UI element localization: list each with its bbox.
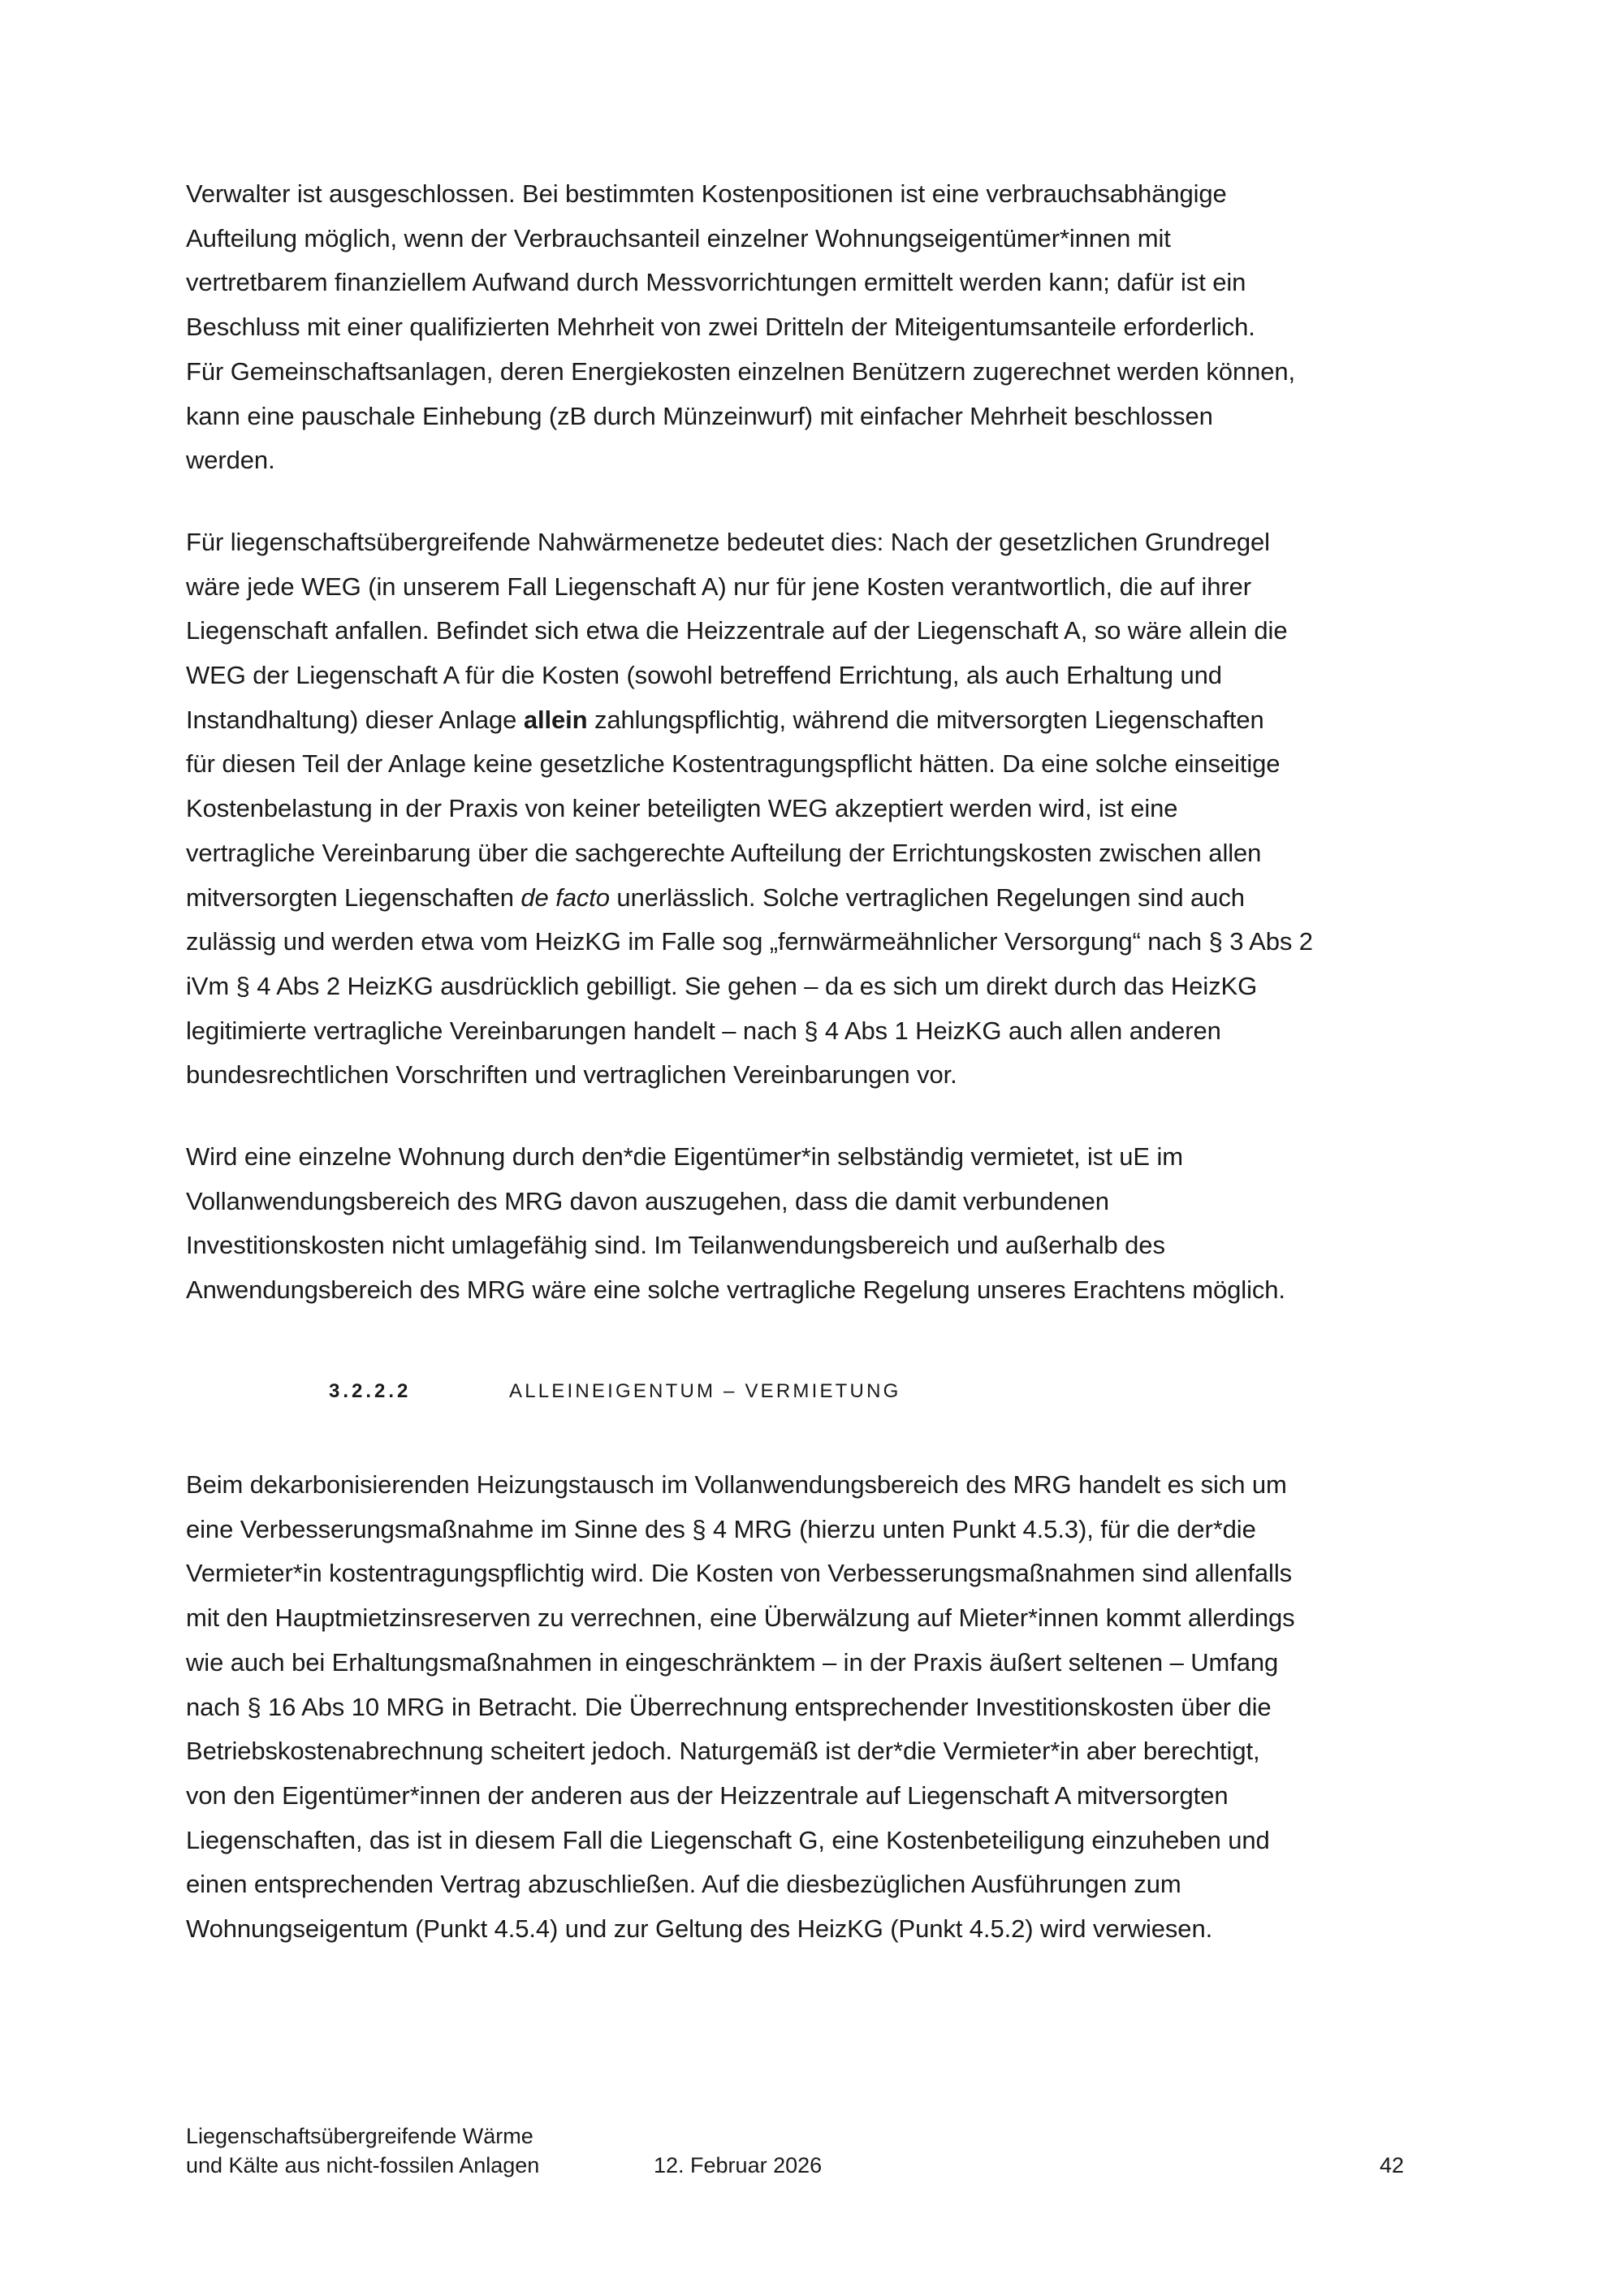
text-line: Kostenbelastung in der Praxis von keiner beteiligten WEG akzeptiert werden wird, ist eine: [186, 794, 1178, 823]
page-number: 42: [1380, 2153, 1405, 2177]
text-line: mit den Hauptmietzinsreserven zu verrechnen, eine Überwälzung auf Mieter*innen kommt allerdings: [186, 1603, 1295, 1633]
text-line: Liegenschaften, das ist in diesem Fall die Liegenschaft G, eine Kostenbeteiligung einzuheben und: [186, 1825, 1270, 1854]
text-line: bundesrechtlichen Vorschriften und vertraglichen Vereinbarungen vor.: [186, 1060, 957, 1090]
text-line: Vermieter*in kostentragungspflichtig wird. Die Kosten von Verbesserungsmaßnahmen sind allenfalls: [186, 1559, 1293, 1588]
paragraph: [186, 520, 1457, 1098]
paragraph: [186, 1135, 1457, 1313]
text-line: Aufteilung möglich, wenn der Verbrauchsanteil einzelner Wohnungseigentümer*innen mit: [186, 223, 1171, 252]
footer-document-title: [186, 2121, 539, 2180]
text-line: Betriebskostenabrechnung scheitert jedoch. Naturgemäß ist der*die Vermieter*in aber berechtigt,: [186, 1737, 1260, 1766]
text-line: Beschluss mit einer qualifizierten Mehrheit von zwei Dritteln der Miteigentumsanteile erforderlich.: [186, 313, 1255, 342]
text-line: Liegenschaft anfallen. Befindet sich etwa die Heizzentrale auf der Liegenschaft A, so wäre allein die: [186, 616, 1288, 645]
footer-title-line: Liegenschaftsübergreifende Wärme: [186, 2124, 533, 2148]
text-segment: Instandhaltung) dieser Anlage: [186, 705, 524, 734]
text-line: [186, 876, 1457, 921]
text-segment: zahlungspflichtig, während die mitversorgten Liegenschaften: [587, 705, 1264, 734]
text-line: kann eine pauschale Einhebung (zB durch Münzeinwurf) mit einfacher Mehrheit beschlossen: [186, 401, 1213, 430]
text-line: legitimierte vertragliche Vereinbarungen handelt – nach § 4 Abs 1 HeizKG auch allen anderen: [186, 1016, 1221, 1045]
italic-emphasis: de facto: [520, 883, 610, 912]
text-line: Vollanwendungsbereich des MRG davon auszugehen, dass die damit verbundenen: [186, 1186, 1109, 1215]
text-line: nach § 16 Abs 10 MRG in Betracht. Die Überrechnung entsprechender Investitionskosten über die: [186, 1692, 1272, 1721]
bold-emphasis: allein: [523, 705, 588, 734]
text-line: Beim dekarbonisierenden Heizungstausch im Vollanwendungsbereich des MRG handelt es sich um: [186, 1470, 1287, 1499]
text-line: zulässig und werden etwa vom HeizKG im Falle sog „fernwärmeähnlicher Versorgung“ nach § 3 Abs 2: [186, 927, 1313, 956]
text-line: Wohnungseigentum (Punkt 4.5.4) und zur Geltung des HeizKG (Punkt 4.5.2) wird verwiesen.: [186, 1914, 1213, 1944]
text-line: Wird eine einzelne Wohnung durch den*die Eigentümer*in selbständig vermietet, ist uE im: [186, 1142, 1183, 1172]
text-line: [186, 698, 1457, 743]
paragraph: [186, 172, 1457, 483]
text-line: Für Gemeinschaftsanlagen, deren Energiekosten einzelnen Benützern zugerechnet werden können,: [186, 356, 1296, 386]
text-segment: mitversorgten Liegenschaften: [186, 883, 521, 912]
text-line: Anwendungsbereich des MRG wäre eine solche vertragliche Regelung unseres Erachtens möglich.: [186, 1275, 1285, 1305]
section-heading: [329, 1380, 901, 1403]
footer-date: 12. Februar 2026: [654, 2153, 823, 2177]
text-line: von den Eigentümer*innen der anderen aus der Heizzentrale auf Liegenschaft A mitversorgten: [186, 1780, 1229, 1810]
text-line: WEG der Liegenschaft A für die Kosten (sowohl betreffend Errichtung, als auch Erhaltung und: [186, 661, 1222, 690]
paragraph: [186, 1463, 1457, 1952]
footer-title-line: und Kälte aus nicht-fossilen Anlagen: [186, 2153, 540, 2177]
text-line: iVm § 4 Abs 2 HeizKG ausdrücklich gebilligt. Sie gehen – da es sich um direkt durch das HeizKG: [186, 971, 1258, 1000]
text-segment: unerlässlich. Solche vertraglichen Regelungen sind auch: [609, 883, 1245, 912]
body-text-bottom: [186, 1463, 1457, 1989]
text-line: einen entsprechenden Vertrag abzuschließen. Auf die diesbezüglichen Ausführungen zum: [186, 1870, 1181, 1899]
text-line: für diesen Teil der Anlage keine gesetzliche Kostentragungspflicht hätten. Da eine solche einseitige: [186, 749, 1281, 779]
text-line: vertragliche Vereinbarung über die sachgerechte Aufteilung der Errichtungskosten zwischen allen: [186, 838, 1262, 867]
section-title: ALLEINEIGENTUM – VERMIETUNG: [509, 1380, 901, 1402]
text-line: wie auch bei Erhaltungsmaßnahmen in eingeschränktem – in der Praxis äußert seltenen – Umfang: [186, 1647, 1279, 1677]
text-line: Für liegenschaftsübergreifende Nahwärmenetze bedeutet dies: Nach der gesetzlichen Grundregel: [186, 527, 1270, 556]
section-number: 3.2.2.2: [329, 1380, 412, 1402]
text-line: eine Verbesserungsmaßnahme im Sinne des § 4 MRG (hierzu unten Punkt 4.5.3), für die der*die: [186, 1514, 1256, 1543]
body-text-top: [186, 172, 1457, 1350]
text-line: Investitionskosten nicht umlagefähig sind. Im Teilanwendungsbereich und außerhalb des: [186, 1231, 1165, 1260]
text-line: vertretbarem finanziellem Aufwand durch Messvorrichtungen ermittelt werden kann; dafür ist ein: [186, 268, 1246, 297]
text-line: Verwalter ist ausgeschlossen. Bei bestimmten Kostenpositionen ist eine verbrauchsabhängige: [186, 179, 1227, 208]
text-line: werden.: [186, 446, 275, 475]
text-line: wäre jede WEG (in unserem Fall Liegenschaft A) nur für jene Kosten verantwortlich, die auf ihrer: [186, 572, 1251, 601]
